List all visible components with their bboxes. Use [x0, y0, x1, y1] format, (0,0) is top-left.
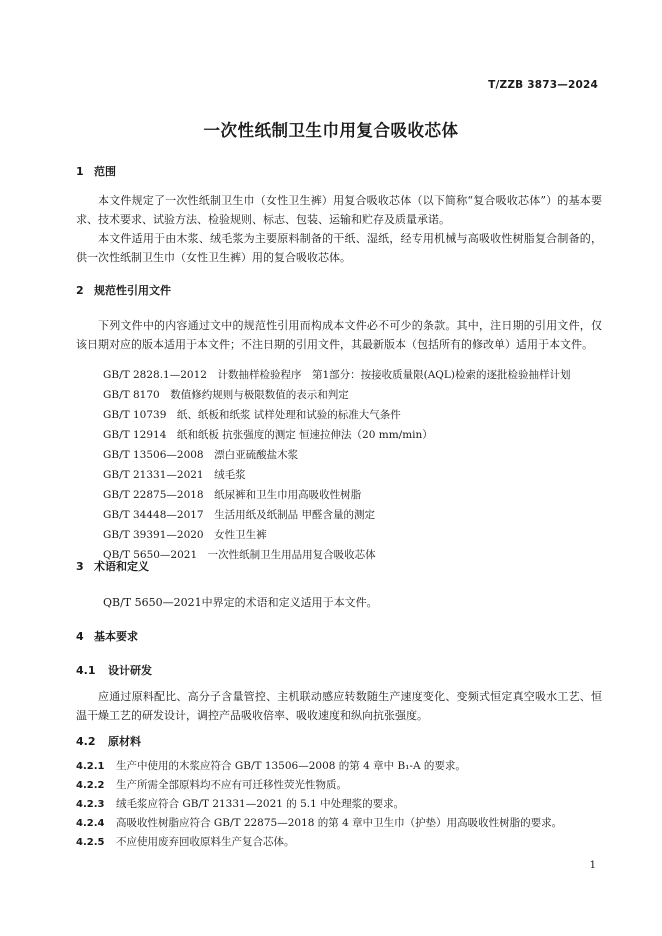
reference-item: GB/T 34448—2017 生活用纸及纸制品 甲醛含量的测定	[103, 509, 375, 521]
subsection-4-1-heading	[76, 662, 152, 678]
document-title: 一次性纸制卫生巾用复合吸收芯体	[203, 121, 459, 140]
clause-text: 不应使用废弃回收原料生产复合芯体。	[116, 836, 295, 848]
reference-item: QB/T 5650—2021 一次性纸制卫生用品用复合吸收芯体	[103, 549, 376, 561]
section-number: 3	[76, 560, 84, 573]
section-title: 范围	[94, 165, 116, 178]
clause-text: 生产中使用的木浆应符合 GB/T 13506—2008 的第 4 章中 B₁-A 的要求。	[116, 760, 466, 772]
subsection-number: 4.2	[76, 735, 96, 748]
clause-text: 生产所需全部原料均不应有可迁移性荧光性物质。	[116, 779, 347, 791]
reference-item: GB/T 39391—2020 女性卫生裤	[103, 529, 267, 541]
reference-item: GB/T 10739 纸、纸板和纸浆 试样处理和试验的标准大气条件	[103, 409, 401, 421]
reference-item: GB/T 12914 纸和纸板 抗张强度的测定 恒速拉伸法（20 mm/min）	[103, 429, 433, 441]
clause-text: 高吸收性树脂应符合 GB/T 22875—2018 的第 4 章中卫生巾（护垫）用高吸收性树脂的要求。	[116, 817, 563, 829]
clause-item	[76, 777, 347, 792]
references-intro-paragraph: 下列文件中的内容通过文中的规范性引用而构成本文件必不可少的条款。其中，注日期的引用文件，仅该日期对应的版本适用于本文件；不注日期的引用文件，其最新版本（包括所有的修改单）适用于本文件。	[76, 319, 602, 351]
section-3-heading	[76, 558, 149, 574]
section-title: 术语和定义	[94, 560, 149, 573]
clause-number: 4.2.2	[76, 780, 105, 791]
page-number: 1	[589, 860, 596, 871]
reference-item: GB/T 2828.1—2012 计数抽样检验程序 第1部分：按接收质量限(AQL)检索的逐批检验抽样计划	[103, 369, 571, 381]
section-1-heading	[76, 163, 116, 179]
clause-number: 4.2.3	[76, 799, 105, 810]
section-number: 2	[76, 284, 84, 297]
subsection-number: 4.1	[76, 664, 96, 677]
clause-number: 4.2.5	[76, 837, 105, 848]
reference-item: GB/T 21331—2021 绒毛浆	[103, 469, 246, 481]
section-number: 1	[76, 165, 84, 178]
clause-item	[76, 758, 466, 773]
clause-number: 4.2.1	[76, 761, 105, 772]
standard-code: T/ZZB 3873—2024	[488, 79, 598, 91]
clause-item	[76, 834, 295, 849]
clause-item	[76, 796, 404, 811]
subsection-4-2-heading	[76, 733, 141, 749]
subsection-title: 设计研发	[108, 664, 152, 677]
reference-item: GB/T 22875—2018 纸尿裤和卫生巾用高吸收性树脂	[103, 489, 362, 501]
clause-item	[76, 815, 562, 830]
clause-text: 绒毛浆应符合 GB/T 21331—2021 的 5.1 中处理浆的要求。	[116, 798, 405, 810]
reference-item: GB/T 8170 数值修约规则与极限数值的表示和判定	[103, 389, 349, 401]
reference-item: GB/T 13506—2008 漂白亚硫酸盐木浆	[103, 449, 299, 461]
design-paragraph: 应通过原料配比、高分子含量管控、主机联动感应转数随生产速度变化、变频式恒定真空吸水工艺、恒温干燥工艺的研发设计，调控产品吸收倍率、吸收速度和纵向抗张强度。	[76, 690, 602, 722]
scope-paragraph-2: 本文件适用于由木浆、绒毛浆为主要原料制备的干纸、湿纸，经专用机械与高吸收性树脂复合制备的，供一次性纸制卫生巾（女性卫生裤）用的复合吸收芯体。	[76, 232, 602, 264]
scope-paragraph-1: 本文件规定了一次性纸制卫生巾（女性卫生裤）用复合吸收芯体（以下简称“复合吸收芯体”）的基本要求、技术要求、试验方法、检验规则、标志、包装、运输和贮存及质量承诺。	[76, 194, 602, 226]
section-2-heading	[76, 282, 171, 298]
subsection-title: 原材料	[108, 735, 141, 748]
section-4-heading	[76, 628, 138, 644]
clause-number: 4.2.4	[76, 818, 105, 829]
section-number: 4	[76, 630, 84, 643]
terms-paragraph: QB/T 5650—2021中界定的术语和定义适用于本文件。	[103, 596, 378, 609]
section-title: 规范性引用文件	[94, 284, 171, 297]
section-title: 基本要求	[94, 630, 138, 643]
